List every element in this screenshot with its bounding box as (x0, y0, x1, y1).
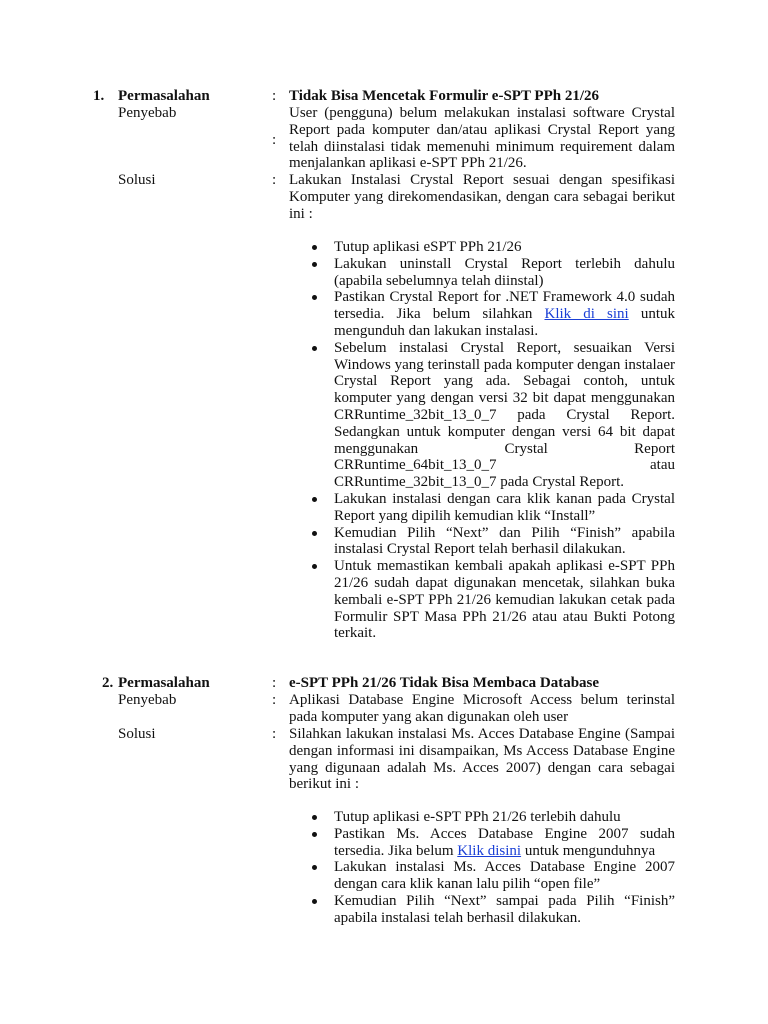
step-text: Untuk memastikan kembali apakah aplikasi e-SPT PPh 21/26 sudah dapat digunakan mencetak, silahkan buka kembali e-SPT PPh 21/26 kemudian lakukan cetak pada Formulir SPT Masa PPh 21/26 atau atau Bukti Potong terkait. (334, 558, 675, 642)
cause-text: Aplikasi Database Engine Microsoft Access belum terinstal pada komputer yang akan digunakan oleh user (289, 692, 675, 725)
colon: : (272, 172, 277, 188)
bullet-icon (312, 531, 317, 536)
list-item (289, 558, 675, 642)
bullet-icon (312, 295, 317, 300)
list-item (289, 491, 675, 525)
step-text: Kemudian Pilih “Next” sampai pada Pilih “Finish” apabila instalasi telah berhasil dilakukan. (334, 892, 675, 926)
bullet-icon (312, 497, 317, 502)
bullet-icon (312, 899, 317, 904)
step-text: Tutup aplikasi eSPT PPh 21/26 (334, 239, 522, 255)
colon: : (272, 88, 277, 104)
solution-label: Solusi (118, 726, 156, 742)
problem-text: Tidak Bisa Mencetak Formulir e-SPT PPh 21/26 (289, 88, 600, 104)
steps-list (289, 239, 675, 642)
list-item (289, 859, 675, 893)
steps-list (289, 809, 675, 927)
bullet-icon (312, 815, 317, 820)
step-text: untuk mengunduhnya (521, 842, 656, 859)
colon: : (272, 675, 277, 691)
bullet-icon (312, 346, 317, 351)
step-text: Lakukan instalasi Ms. Acces Database Engine 2007 dengan cara klik kanan lalu pilih “open file” (334, 859, 675, 893)
bullet-icon (312, 832, 317, 837)
solution-text: Lakukan Instalasi Crystal Report sesuai dengan spesifikasi Komputer yang direkomendasikan, dengan cara sebagai berikut ini : (289, 172, 675, 222)
list-item (289, 256, 675, 290)
cause-label: Penyebab (118, 692, 177, 708)
step-text: Pastikan Ms. Acces Database Engine 2007 sudah tersedia. Jika belum (334, 825, 675, 859)
list-item (289, 525, 675, 559)
list-item (289, 893, 675, 927)
step-text: untuk mengunduh dan lakukan instalasi. (334, 306, 675, 339)
list-item (289, 826, 675, 860)
list-item (289, 239, 675, 256)
colon: : (272, 726, 277, 742)
problem-label: Permasalahan (118, 88, 210, 104)
step-text: Sebelum instalasi Crystal Report, sesuaikan Versi Windows yang terinstall pada komputer dengan instalaer Crystal Report yang ada. Sebagai contoh, untuk komputer yang dengan versi 32 bit dapat menggunakan CRRuntime_32bit_13_0_7 pada Crystal Report. Sedangkan untuk komputer dengan versi 64 bit dapat menggunakan Crystal Report CRRuntime_64bit_13_0_7 atau CRRuntime_32bit_13_0_7 pada Crystal Report. (334, 339, 675, 491)
problem-text: e-SPT PPh 21/26 Tidak Bisa Membaca Database (289, 675, 600, 691)
step-text: Lakukan uninstall Crystal Report terlebih dahulu (apabila sebelumnya telah diinstal) (334, 255, 675, 289)
step-text: Tutup aplikasi e-SPT PPh 21/26 terlebih dahulu (334, 809, 621, 825)
cause-label: Penyebab (118, 105, 177, 121)
cause-text: User (pengguna) belum melakukan instalasi software Crystal Report pada komputer dan/atau aplikasi Crystal Report yang telah diinstalasi tidak memenuhi minimum requirement dalam menjalankan aplikasi e-SPT PPh 21/26. (289, 105, 675, 172)
section-number: 2. (102, 675, 114, 691)
bullet-icon (312, 245, 317, 250)
colon: : (272, 692, 277, 708)
problem-label: Permasalahan (118, 675, 210, 691)
download-link[interactable]: Klik disini (457, 842, 522, 859)
bullet-icon (312, 564, 317, 569)
step-text: Lakukan instalasi dengan cara klik kanan pada Crystal Report yang dipilih kemudian klik “Install” (334, 490, 675, 524)
colon: : (272, 132, 277, 148)
bullet-icon (312, 262, 317, 267)
bullet-icon (312, 865, 317, 870)
step-text: Kemudian Pilih “Next” dan Pilih “Finish” apabila instalasi Crystal Report telah berhasil dilakukan. (334, 524, 675, 558)
download-link[interactable]: Klik di sini (544, 306, 629, 323)
solution-text: Silahkan lakukan instalasi Ms. Acces Database Engine (Sampai dengan informasi ini disampaikan, Ms Access Database Engine yang digunaan adalah Ms. Acces 2007) dengan cara sebagai berikut ini : (289, 726, 675, 793)
list-item (289, 809, 675, 826)
section-number: 1. (93, 88, 105, 104)
solution-label: Solusi (118, 172, 156, 188)
step-text: Pastikan Crystal Report for .NET Framework 4.0 sudah tersedia. Jika belum silahkan (334, 289, 675, 323)
list-item (289, 340, 675, 491)
list-item (289, 289, 675, 339)
